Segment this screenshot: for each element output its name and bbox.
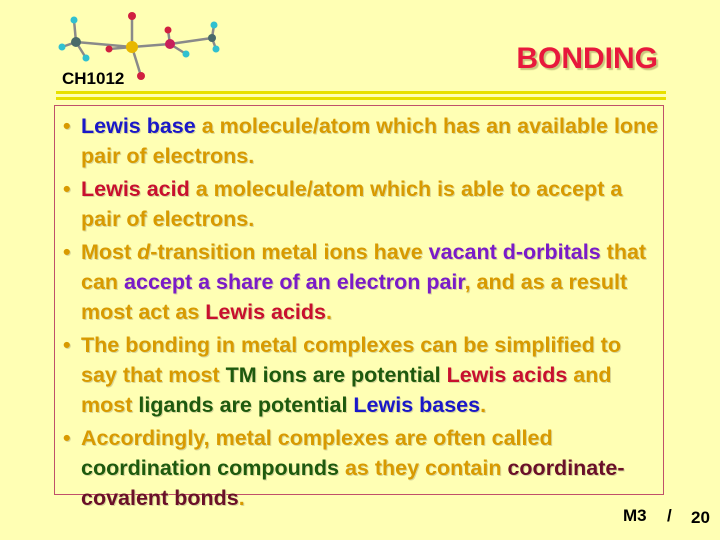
emphasis-lewis-acids: Lewis acids [446,363,568,387]
bullet-marker: • [63,177,71,201]
emphasis-lewis-bases: Lewis bases [353,393,481,417]
page-number: 20 [691,508,710,527]
term-lewis-base: Lewis base [81,114,196,138]
bullet-marker: • [63,426,71,450]
text-segment: . [480,393,487,417]
text-segment: Most [81,240,138,264]
bullet-bonding-simplified [63,330,659,420]
bullet-marker: • [63,240,71,264]
text-segment: , and as a result most act as [81,270,628,324]
text-segment: and most [81,363,612,417]
text-segment: that can [81,240,647,294]
definition-text: a molecule/atom which has an available lone pair of electrons. [81,114,659,168]
header-rule-top [56,91,666,94]
slide-title: BONDING [516,42,658,75]
text-segment: -transition metal ions have [150,240,429,264]
bullet-lewis-base [63,111,659,171]
bullet-marker: • [63,333,71,357]
emphasis-vacant-orbitals: vacant d-orbitals [428,240,601,264]
emphasis-accept-share: accept a share of an electron pair [124,270,465,294]
bullet-lewis-acid [63,174,659,234]
text-segment: Accordingly, metal complexes are often called [81,426,553,450]
section-label: M3 [623,506,647,525]
emphasis-tm-ions: TM ions are potential [225,363,441,387]
bullet-coordination-compounds [63,423,659,513]
term-lewis-acid: Lewis acid [81,177,190,201]
emphasis-coordination-compounds: coordination compounds [81,456,339,480]
bullet-list [63,111,659,516]
text-segment: . [325,300,332,324]
text-segment: The bonding in metal complexes can be simplified to say that most [81,333,621,387]
emphasis-lewis-acids: Lewis acids [205,300,326,324]
content-box [54,105,664,510]
text-segment: . [238,486,245,510]
footer-separator: / [667,506,672,525]
definition-text: a molecule/atom which is able to accept a pair of electrons. [81,177,623,231]
emphasis-coordinate-covalent: coordinate-covalent bonds [81,456,625,510]
emphasis-ligands: ligands are potential [138,393,348,417]
d-italic: d [137,240,151,264]
header-rule-bottom [56,97,666,100]
text-segment: as they contain [339,456,508,480]
bullet-transition-metals [63,237,659,327]
course-code: CH1012 [62,69,125,88]
bullet-marker: • [63,114,71,138]
